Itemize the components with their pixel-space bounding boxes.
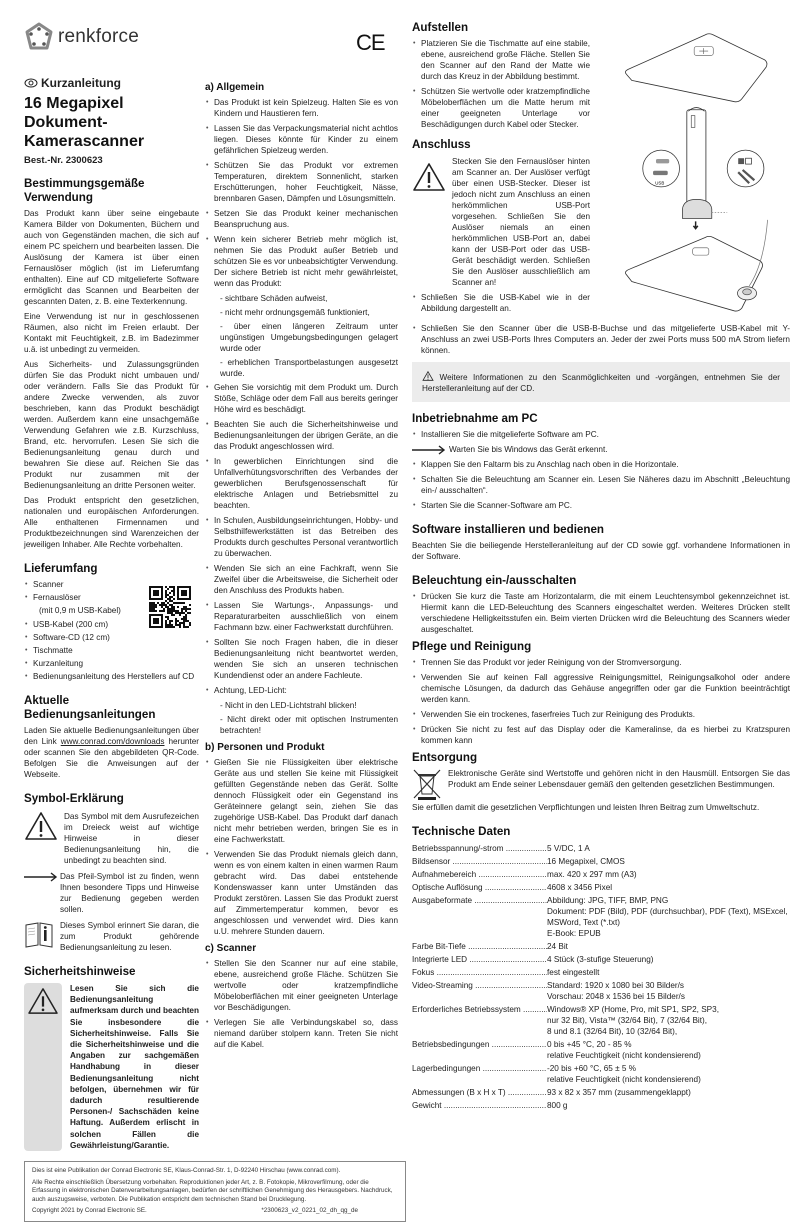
disposal-heading: Entsorgung (412, 751, 478, 764)
list-item: • Wenden Sie sich an eine Fachkraft, wenn Sie Zweifel über die Arbeitsweise, die Sicherheit oder den Anschluss des Produkts haben. (205, 563, 398, 596)
tech-label: Optische Auflösung ..... (412, 882, 547, 893)
book-text: Dieses Symbol erinnert Sie daran, die zum Produkt gehörende Bedienungsanleitung zu lesen. (60, 921, 199, 952)
tech-row (412, 856, 790, 867)
tech-row (412, 967, 790, 978)
tech-row (412, 1004, 790, 1037)
renkforce-logo (24, 22, 139, 52)
warning-icon (412, 162, 446, 192)
persons-list (205, 757, 398, 937)
software-text: Beachten Sie die beiliegende Herstelleranleitung auf der CD sowie ggf. vorhandene Informationen in der Software. (412, 541, 790, 561)
tech-label: Gewicht ..... (412, 1100, 547, 1111)
list-item: • Setzen Sie das Produkt keiner mechanischen Beanspruchung aus. (205, 208, 398, 230)
footer-rights: Alle Rechte einschließlich Übersetzung vorbehalten. Reproduktionen jeder Art, z. B. Fotokopie, Mikroverfilmung, oder die Erfassung in elektronischen Datenverarbeitungsanlagen, bedürfen der schriftlichen Genehmigung des Herausgebers. Nachdruck, auch auszugsweise, verboten. Die Publikation entspricht dem technischen Stand bei Drucklegung. (32, 1178, 393, 1203)
manuals-section (24, 694, 199, 780)
list-item: • Software-CD (12 cm) (24, 632, 199, 643)
list-item: • Kurzanleitung (24, 658, 199, 669)
light-section (412, 574, 790, 635)
info-box (412, 362, 790, 402)
page-title: 16 Megapixel Dokument-Kamerascanner (24, 95, 145, 150)
tech-row (412, 895, 790, 939)
tech-value: 0 bis +45 °C, 20 - 85 % relative Feuchtigkeit (nicht kondensierend) (547, 1040, 701, 1060)
tech-row (412, 1087, 790, 1098)
symbols-section (24, 792, 199, 953)
manuals-text (24, 725, 199, 780)
footer-doc-code: *2300623_v2_0221_02_dh_qg_de (261, 1207, 358, 1215)
tech-label: Ausgabeformate ..... (412, 895, 547, 939)
scope-section (24, 562, 199, 682)
usb-detail-right (727, 150, 764, 187)
tech-row (412, 869, 790, 880)
symbols-heading: Symbol-Erklärung (24, 792, 124, 805)
tech-value: 4608 x 3456 Pixel (547, 883, 613, 892)
tech-table (412, 843, 790, 1111)
tech-value: Abbildung: JPG, TIFF, BMP, PNG Dokument: PDF (Bild), PDF (durchsuchbar), PDF (Text), MSExcel, MSWord, Text (*.txt) E-Book: EPUB (547, 896, 788, 938)
table-mat-top (625, 34, 766, 102)
tech-value: 4 Stück (3-stufige Steuerung) (547, 955, 654, 964)
safety-sidebar (24, 983, 62, 1151)
general-heading: a) Allgemein (205, 82, 265, 93)
tech-value: Standard: 1920 x 1080 bei 30 Bilder/s Vorschau: 2048 x 1536 bei 15 Bilder/s (547, 981, 685, 1001)
list-item: • Trennen Sie das Produkt vor jeder Reinigung von der Stromversorgung. (412, 657, 790, 668)
disposal-text: Elektronische Geräte sind Wertstoffe und gehören nicht in den Hausmüll. Entsorgen Sie das Produkt am Ende seiner Lebensdauer gemäß den geltenden gesetzlichen Bestimmungen. (448, 769, 790, 789)
tech-value: 800 g (547, 1101, 568, 1110)
tech-row (412, 941, 790, 952)
pc-arrow-note (412, 444, 790, 455)
light-heading: Beleuchtung ein-/ausschalten (412, 574, 577, 587)
list-item: • Verlegen Sie alle Verbindungskabel so, dass niemand darüber stolpern kann. Treten Sie nicht auf die Kabel. (205, 1017, 398, 1050)
setup-connection-row (412, 21, 790, 319)
list-item: - Nicht direkt oder mit optischen Instrumenten betrachten! (220, 715, 398, 735)
tech-value: Windows® XP (Home, Pro, mit SP1, SP2, SP3, nur 32 Bit), Vista™ (32/64 Bit), 7 (32/64 Bit), 8 und 8.1 (32/64 Bit), 10 (32/64 Bit), (547, 1005, 719, 1036)
tech-label: Bildsensor ..... (412, 856, 547, 867)
list-item: • Klappen Sie den Faltarm bis zu Anschlag nach oben in die Horizontale. (412, 459, 790, 470)
tech-value: 16 Megapixel, CMOS (547, 857, 625, 866)
connection-list (412, 292, 590, 314)
list-item: - sichtbare Schäden aufweist, (220, 294, 328, 303)
tech-value: 93 x 82 x 357 mm (zusammengeklappt) (547, 1088, 691, 1097)
list-item: • Tischmatte (24, 645, 199, 656)
list-item: • Lassen Sie das Verpackungsmaterial nicht achtlos liegen. Dieses könnte für Kinder zu einem gefährlichen Spielzeug werden. (205, 123, 398, 156)
list-item: (mit 0,9 m USB-Kabel) (39, 606, 121, 615)
software-heading: Software installieren und bedienen (412, 523, 604, 536)
manuals-heading: Aktuelle Bedienungsanleitungen (24, 694, 156, 721)
list-item: • Schützen Sie wertvolle oder kratzempfindliche Möbeloberflächen um die Matte herum mit einer geeigneten Unterlage vor Beschädigungen durch Kabel oder Stecker. (412, 86, 590, 130)
scanner-list (205, 958, 398, 1050)
list-item: • Drücken Sie kurz die Taste am Horizontalarm, die mit einem Leuchtensymbol gekennzeichnet ist. Hiermit kann die LED-Beleuchtung des Scanners eingeschaltet werden. Weiteres Drücken stellt verschiedene Helligkeitsstufen ein. Beim vierten Drücken wird die Beleuchtung des Scanners wieder ausgeschaltet. (412, 591, 790, 635)
tech-label: Fokus ..... (412, 967, 547, 978)
list-item: • Schließen Sie die USB-Kabel wie in der Abbildung dargestellt an. (412, 292, 590, 314)
list-item: • Scanner (24, 579, 199, 590)
list-item: - Nicht in den LED-Lichtstrahl blicken! (220, 701, 357, 710)
tech-row (412, 882, 790, 893)
list-item: • Drücken Sie nicht zu fest auf das Display oder die Kameralinse, da es hierbei zu Kratzspuren kommen kann (412, 724, 790, 746)
info-text-content: Weitere Informationen zu den Scanmöglichkeiten und -vorgängen, entnehmen Sie der Herstelleranleitung auf der CD. (422, 373, 780, 393)
footer-copyright: Copyright 2021 by Conrad Electronic SE. (32, 1207, 147, 1215)
footer-publisher: Dies ist eine Publikation der Conrad Electronic SE, Klaus-Conrad-Str. 1, D-92240 Hirschau (www.conrad.com). (32, 1167, 341, 1175)
renkforce-star-icon (24, 22, 54, 52)
list-item: • Das Produkt ist kein Spielzeug. Halten Sie es von Kindern und Haustieren fern. (205, 97, 398, 119)
list-item: • Lassen Sie Wartungs-, Anpassungs- und Reparaturarbeiten ausschließlich von einem Fachmann bzw. einer Fachwerkstatt durchführen. (205, 600, 398, 633)
warning-icon (24, 811, 58, 841)
arrow-right-icon (24, 872, 58, 882)
warning-icon (27, 987, 59, 1015)
list-item: • Verwenden Sie das Produkt niemals gleich dann, wenn es von einem kalten in einen warmen Raum gebracht wird. Das dabei entstehende Kondenswasser kann unter Umständen das Produkt zerstören. Lassen Sie das Produkt zuerst auf Zimmertemperatur kommen, bevor es angeschlossen und verwendet wird. Dies kann u.U. mehrere Stunden dauern. (205, 849, 398, 937)
scanner-tower (687, 110, 706, 209)
care-list (412, 657, 790, 746)
scanner-setup-illustration (602, 29, 790, 319)
tech-label: Betriebsspannung/-strom ..... (412, 843, 547, 854)
disposal-text-2: Sie erfüllen damit die gesetzlichen Verpflichtungen und leisten Ihren Beitrag zum Umweltschutz. (412, 803, 760, 812)
symbol-book (24, 920, 199, 953)
tech-label: Farbe Bit-Tiefe ..... (412, 941, 547, 952)
tech-label: Abmessungen (B x H x T) ..... (412, 1087, 547, 1098)
tech-label: Aufnahmebereich ..... (412, 869, 547, 880)
list-item: • Bedienungsanleitung des Herstellers auf CD (24, 671, 199, 682)
pc-heading: Inbetriebnahme am PC (412, 412, 538, 425)
connection-section (412, 138, 590, 314)
usage-para: Eine Verwendung ist nur in geschlossenen Räumen, also nicht im Freien erlaubt. Der Kontakt mit Feuchtigkeit, z.B. im Badezimmer u.ä. ist unbedingt zu vermeiden. (24, 312, 199, 354)
columns-1-2 (24, 76, 406, 1151)
software-section (412, 523, 790, 562)
list-item: • Verwenden Sie auf keinen Fall aggressive Reinigungsmittel, Reinigungsalkohol oder andere chemische Lösungen, da dadurch das Gehäuse angegriffen oder gar die Funktion beeinträchtigt werden kann. (412, 672, 790, 705)
connection-warning (412, 156, 590, 288)
usage-heading: Bestimmungsgemäße Verwendung (24, 177, 145, 204)
tech-value: 5 V/DC, 1 A (547, 844, 590, 853)
list-item: • Sollten Sie noch Fragen haben, die in dieser Bedienungsanleitung nicht beantwortet werden, wenden Sie sich an unseren technischen Kundendienst oder an andere Fachleute. (205, 637, 398, 681)
publisher-footer (24, 1161, 406, 1222)
symbol-arrow (24, 871, 199, 915)
setup-connection-text (412, 21, 590, 318)
logo-text: renkforce (58, 26, 140, 47)
tech-label: Erforderliches Betriebssystem ..... (412, 1004, 547, 1037)
tech-row (412, 954, 790, 965)
connection-list-2 (412, 323, 790, 356)
column-1 (24, 76, 199, 1151)
usage-para: Aus Sicherheits- und Zulassungsgründen dürfen Sie das Produkt nicht umbauen und/ oder verändern. Falls Sie das Produkt für andere Zwecke verwenden, als zuvor beschrieben, kann das Produkt beschädigt werden. Außerdem kann eine unsachgemäße Verwendung Gefahren wie z.B. Kurzschluss, Brand, etc. hervorrufen. Lesen Sie sich die Bedienungsanleitung genau durch und bewahren Sie diese auf. Reichen Sie das Produkt nur zusammen mit der Bedienungsanleitung an dritte Personen weiter. (24, 360, 199, 490)
list-item: • Schützen Sie das Produkt vor extremen Temperaturen, direktem Sonnenlicht, starken Erschütterungen, hoher Feuchtigkeit, Nässe, brennbaren Gasen, Dämpfen und Lösungsmitteln. (205, 160, 398, 204)
list-item: • Gehen Sie vorsichtig mit dem Produkt um. Durch Stöße, Schläge oder dem Fall aus bereits geringer Höhe wird es beschädigt. (205, 382, 398, 415)
safety-section (24, 965, 199, 1151)
disposal-row (412, 768, 790, 800)
list-item: • Achtung, LED-Licht: (205, 685, 398, 696)
persons-heading: b) Personen und Produkt (205, 742, 325, 753)
warning-text: Das Symbol mit dem Ausrufezeichen im Dreieck weist auf wichtige Hinweise in dieser Bedienungsanleitung hin, die unbedingt zu beachten sind. (64, 812, 199, 865)
list-item: • Gießen Sie nie Flüssigkeiten über elektrische Geräte aus und stellen Sie keine mit Flüssigkeit gefüllten Gegenstände neben das Gerät. Sollte dennoch Flüssigkeit oder ein Gegenstand ins Geräteinnere gelangt sein, ziehen Sie das zugehörige USB-Kabel. Das Produkt darf danach nicht mehr betrieben werden, bringen Sie es in eine Fachwerkstatt. (205, 757, 398, 845)
kurzanleitung-text: Kurzanleitung (41, 76, 121, 90)
arrow-text: Das Pfeil-Symbol ist zu finden, wenn Ihnen besondere Tipps und Hinweise zur Bedienung gegeben werden sollen. (60, 872, 199, 914)
safety-general-section (205, 81, 398, 736)
symbol-warning (24, 811, 199, 866)
setup-list (412, 38, 590, 130)
manuals-post: herunter oder scannen Sie den abgebildeten QR-Code. Befolgen Sie die Anweisungen auf der Webseite. (24, 737, 199, 779)
safety-box (24, 983, 199, 1151)
list-item: • Platzieren Sie die Tischmatte auf eine stabile, ebene, ausreichend große Fläche. Stellen Sie den Scanner auf den Rand der Matte wie durch das Kreuz in der Abbildung bestimmt. (412, 38, 590, 82)
tech-row (412, 1100, 790, 1111)
manual-book-icon (24, 920, 54, 948)
tech-value: max. 420 x 297 mm (A3) (547, 870, 637, 879)
list-item: • In gewerblichen Einrichtungen sind die Unfallverhütungsvorschriften des Verbandes der gewerblichen Berufsgenossenschaft für elektrische Anlagen und Betriebsmittel zu beachten. (205, 456, 398, 511)
downloads-link[interactable]: www.conrad.com/downloads (60, 737, 165, 746)
list-item: • Verwenden Sie ein trockenes, faserfreies Tuch zur Reinigung des Produkts. (412, 709, 790, 720)
list-item: • Starten Sie die Scanner-Software am PC. (412, 500, 790, 511)
scanner-heading: c) Scanner (205, 943, 257, 954)
setup-heading: Aufstellen (412, 21, 469, 34)
care-heading: Pflege und Reinigung (412, 640, 532, 653)
pc-list-2 (412, 459, 790, 511)
order-number: Best.-Nr. 2300623 (24, 155, 103, 166)
kurzanleitung-label (24, 76, 199, 90)
list-item: • In Schulen, Ausbildungseinrichtungen, Hobby- und Selbsthilfewerkstätten ist das Betreiben des Produkts durch geschultes Personal verantwortlich zu überwachen. (205, 515, 398, 559)
column-3 (412, 21, 790, 1113)
safety-heading: Sicherheitshinweise (24, 965, 136, 978)
disposal-section (412, 751, 790, 813)
tech-value: fest eingestellt (547, 968, 600, 977)
tech-label: Lagerbedingungen ..... (412, 1063, 547, 1085)
list-item: • Schließen Sie den Scanner über die USB-B-Buchse und das mitgelieferte USB-Kabel mit Y-Anschluss an zwei USB-Ports Ihres Computers an. Jeder der zwei Ports muss 500 mA Strom liefern können. (412, 323, 790, 356)
usb-label: USB (655, 180, 665, 186)
connection-heading: Anschluss (412, 138, 471, 151)
care-section (412, 640, 790, 746)
tech-label: Betriebsbedingungen ..... (412, 1039, 547, 1061)
tech-section (412, 825, 790, 1111)
list-item: • Installieren Sie die mitgelieferte Software am PC. (412, 429, 790, 440)
list-item: • USB-Kabel (200 cm) (24, 619, 199, 630)
tech-label: Integrierte LED ..... (412, 954, 547, 965)
safety-text: Lesen Sie sich die Bedienungsanleitung aufmerksam durch und beachten Sie insbesondere die Sicherheitshinweise. Falls Sie die Sicherheitshinweise und die Angaben zur sachgemäßen Handhabung in dieser Bedienungsanleitung nicht befolgen, übernehmen wir für dadurch resultierende Personen-/ Sachschäden keine Haftung. Außerdem erlischt in solchen Fällen die Gewährleistung/Garantie. (70, 984, 199, 1150)
list-item: - über einen längeren Zeitraum unter ungünstigen Umgebungsbedingungen gelagert wurde oder (220, 322, 398, 353)
tech-row (412, 980, 790, 1002)
ce-mark: CE (356, 30, 385, 55)
weee-bin-icon (412, 768, 442, 800)
list-item: • Schalten Sie die Beleuchtung am Scanner ein. Lesen Sie Näheres dazu im Abschnitt „Beleuchtung ein-/ ausschalten“. (412, 474, 790, 496)
pc-setup-section (412, 412, 790, 511)
arrow-right-icon (412, 445, 446, 455)
left-half (24, 76, 406, 1222)
list-item: - nicht mehr ordnungsgemäß funktioniert, (220, 308, 370, 317)
tech-value: -20 bis +60 °C, 65 ± 5 % relative Feuchtigkeit (nicht kondensierend) (547, 1064, 701, 1084)
usage-para: Das Produkt entspricht den gesetzlichen, nationalen und europäischen Anforderungen. Alle enthaltenen Firmennamen und Produktbezeichnungen sind Warenzeichen der jeweiligen Inhaber. Alle Rechte vorbehalten. (24, 496, 199, 549)
tech-row (412, 1063, 790, 1085)
info-text (422, 371, 780, 394)
scope-heading: Lieferumfang (24, 562, 98, 575)
usage-para: Das Produkt kann über seine eingebaute Kamera Bilder von Dokumenten, Büchern und auch von Gegenständen machen, die sich auf einem PC speichern und bearbeiten lassen. Die Auslösung der Kamera ist über einen Fernauslöser möglich (ist im Lieferumfang enthalten). Eine auf CD mitgelieferte Software ermöglicht das Scannen und Bearbeiten der gescannten Daten, z. B. eine Texterkennung. (24, 209, 199, 306)
tech-row (412, 843, 790, 854)
tech-heading: Technische Daten (412, 825, 511, 838)
connection-warning-text: Stecken Sie den Fernauslöser hinten am Scanner an. Der Auslöser verfügt über einen USB-Stecker. Dieser ist jedoch nicht zum Anschluss an einen herkömmlichen USB-Port vorgesehen. Schließen Sie den Auslöser niemals an einen herkömmlichen USB-Port an, dabei kann der USB-Port oder das USB-Gerät beschädigt werden. Schließen Sie den Auslöser ausschließlich am Scanner an! (452, 157, 590, 287)
list-item: • Stellen Sie den Scanner nur auf eine stabile, ebene, ausreichend große Fläche. Schützen Sie wertvolle oder kratzempfindliche Möbeloberflächen mit einer geeigneten Unterlage vor Beschädigungen. (205, 958, 398, 1013)
general-list (205, 97, 398, 736)
list-item: • Fernauslöser (24, 592, 199, 603)
list-item: • Beachten Sie auch die Sicherheitshinweise und Bedienungsanleitungen der übrigen Geräte, an die das Produkt angeschlossen wird. (205, 419, 398, 452)
light-list (412, 591, 790, 635)
persons-section (205, 741, 398, 937)
setup-section (412, 21, 590, 130)
list-item: - erheblichen Transportbelastungen ausgesetzt wurde. (220, 358, 398, 378)
eye-icon (24, 78, 38, 88)
qr-code[interactable] (149, 586, 191, 628)
tech-row (412, 1039, 790, 1061)
tech-value: 24 Bit (547, 942, 568, 951)
list-item: • Wenn kein sicherer Betrieb mehr möglich ist, nehmen Sie das Produkt außer Betrieb und schützen Sie es vor unbeabsichtigter Verwendung. Der sichere Betrieb ist nicht mehr gewährleistet, wenn das Produkt: (205, 234, 398, 289)
pc-arrow-text: Warten Sie bis Windows das Gerät erkennt. (449, 445, 608, 454)
scanner-section (205, 942, 398, 1050)
column-2 (205, 76, 398, 1054)
tech-label: Video-Streaming ..... (412, 980, 547, 1002)
footer-bottom-row (32, 1207, 398, 1216)
pc-list (412, 429, 790, 440)
warning-icon (422, 371, 434, 381)
manuals-pre: Laden Sie aktuelle Bedienungsanleitungen über den Link (24, 726, 199, 746)
